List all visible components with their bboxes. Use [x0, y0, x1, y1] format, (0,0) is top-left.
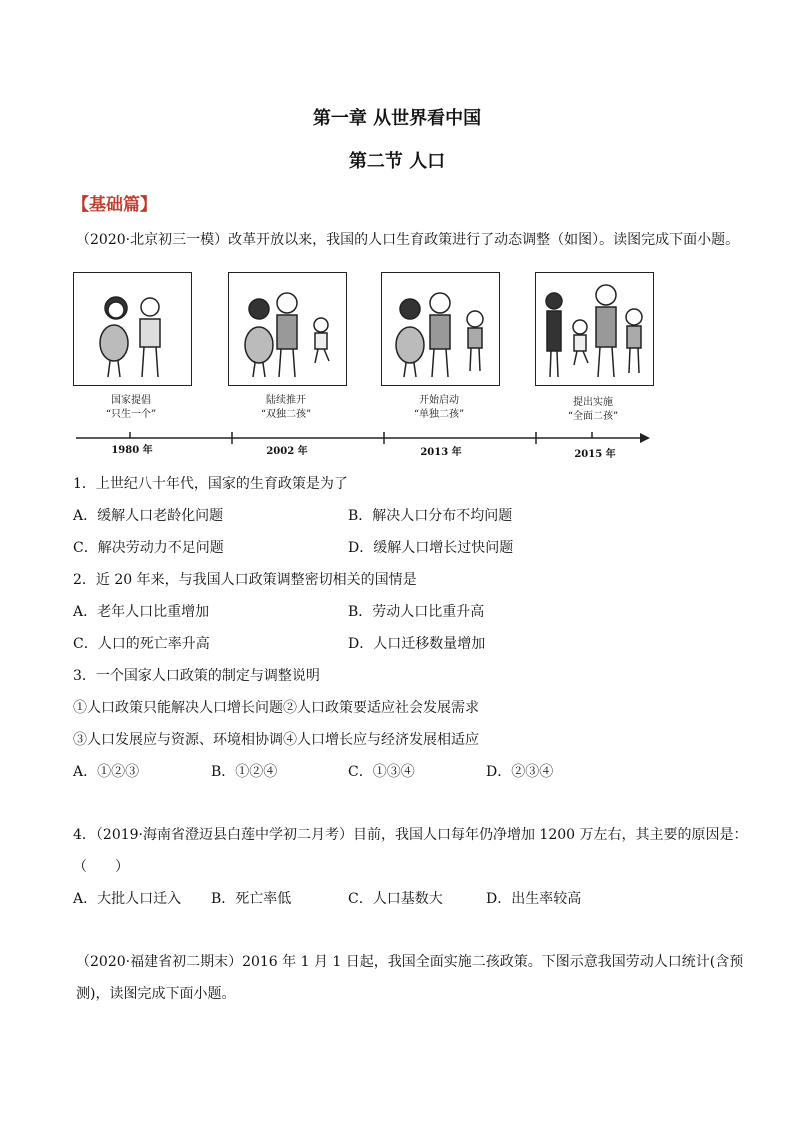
intro-text-2-line1: （2020·福建省初二期末）2016 年 1 月 1 日起，我国全面实施二孩政策。下图示意我国劳动人口统计(含预: [76, 954, 744, 970]
q1-option-a: A．缓解人口老龄化问题: [73, 508, 224, 524]
caption-2002: [226, 394, 346, 422]
q4-option-a: A．大批人口迁入: [73, 891, 182, 907]
q1-option-b: B．解决人口分布不均问题: [348, 508, 513, 524]
timeline-panel-1980: [73, 272, 192, 386]
caption-2015: [533, 396, 653, 424]
caption-1980-line2: “只生一个”: [105, 409, 157, 420]
q4-answer-blank: （ ）: [73, 859, 129, 875]
family-illustration-2013: [382, 273, 499, 385]
timeline-panel-2013: [381, 272, 500, 386]
q4-option-b: B．死亡率低: [211, 891, 292, 907]
section-title: 第二节 人口: [348, 151, 446, 172]
caption-2013: [379, 394, 499, 422]
family-illustration-1980: [74, 273, 191, 385]
q3-option-b: B．①②④: [211, 764, 278, 780]
q2-option-a: A．老年人口比重增加: [73, 604, 210, 620]
q1-stem: 1．上世纪八十年代，国家的生育政策是为了: [73, 476, 348, 492]
q2-stem: 2．近 20 年来，与我国人口政策调整密切相关的国情是: [73, 572, 417, 588]
timeline-panel-2015: [535, 272, 654, 386]
q2-option-d: D．人口迁移数量增加: [348, 636, 486, 652]
caption-2013-line1: 开始启动: [419, 395, 459, 406]
q1-option-c: C．解决劳动力不足问题: [73, 540, 224, 556]
q3-option-c: C．①③④: [348, 764, 415, 780]
caption-2002-line2: “双独二孩”: [260, 409, 312, 420]
chapter-title: 第一章 从世界看中国: [312, 108, 482, 129]
year-2002: 2002 年: [266, 446, 308, 457]
section-label: 【基础篇】: [72, 195, 157, 215]
year-2013: 2013 年: [420, 447, 462, 458]
intro-text-2-line2: 测)，读图完成下面小题。: [76, 986, 236, 1002]
q2-option-b: B．劳动人口比重升高: [348, 604, 485, 620]
q4-option-c: C．人口基数大: [348, 891, 443, 907]
caption-2002-line1: 陆续推开: [266, 395, 306, 406]
year-1980: 1980 年: [111, 445, 153, 456]
year-2015: 2015 年: [574, 449, 616, 460]
caption-1980-line1: 国家提倡: [111, 395, 151, 406]
family-illustration-2002: [229, 273, 346, 385]
q3-stem: 3．一个国家人口政策的制定与调整说明: [73, 668, 320, 684]
timeline-panel-2002: [228, 272, 347, 386]
q3-statements-line2: ③人口发展应与资源、环境相协调④人口增长应与经济发展相适应: [73, 732, 479, 748]
q4-option-d: D．出生率较高: [486, 891, 582, 907]
q4-stem: 4．（2019·海南省澄迈县白莲中学初二月考）目前，我国人口每年仍净增加 1200 万左右，其主要的原因是：: [73, 827, 748, 843]
caption-2015-line1: 提出实施: [573, 397, 613, 408]
q3-option-a: A．①②③: [73, 764, 140, 780]
intro-text-1: （2020·北京初三一模）改革开放以来，我国的人口生育政策进行了动态调整（如图）。读图完成下面小题。: [76, 232, 740, 248]
caption-2015-line2: “全面二孩”: [567, 411, 619, 422]
caption-2013-line2: “单独二孩”: [413, 409, 465, 420]
family-illustration-2015: [536, 273, 653, 385]
caption-1980: [71, 394, 191, 422]
q2-option-c: C．人口的死亡率升高: [73, 636, 210, 652]
q3-option-d: D．②③④: [486, 764, 554, 780]
q3-statements-line1: ①人口政策只能解决人口增长问题②人口政策要适应社会发展需求: [73, 700, 479, 716]
q1-option-d: D．缓解人口增长过快问题: [348, 540, 514, 556]
